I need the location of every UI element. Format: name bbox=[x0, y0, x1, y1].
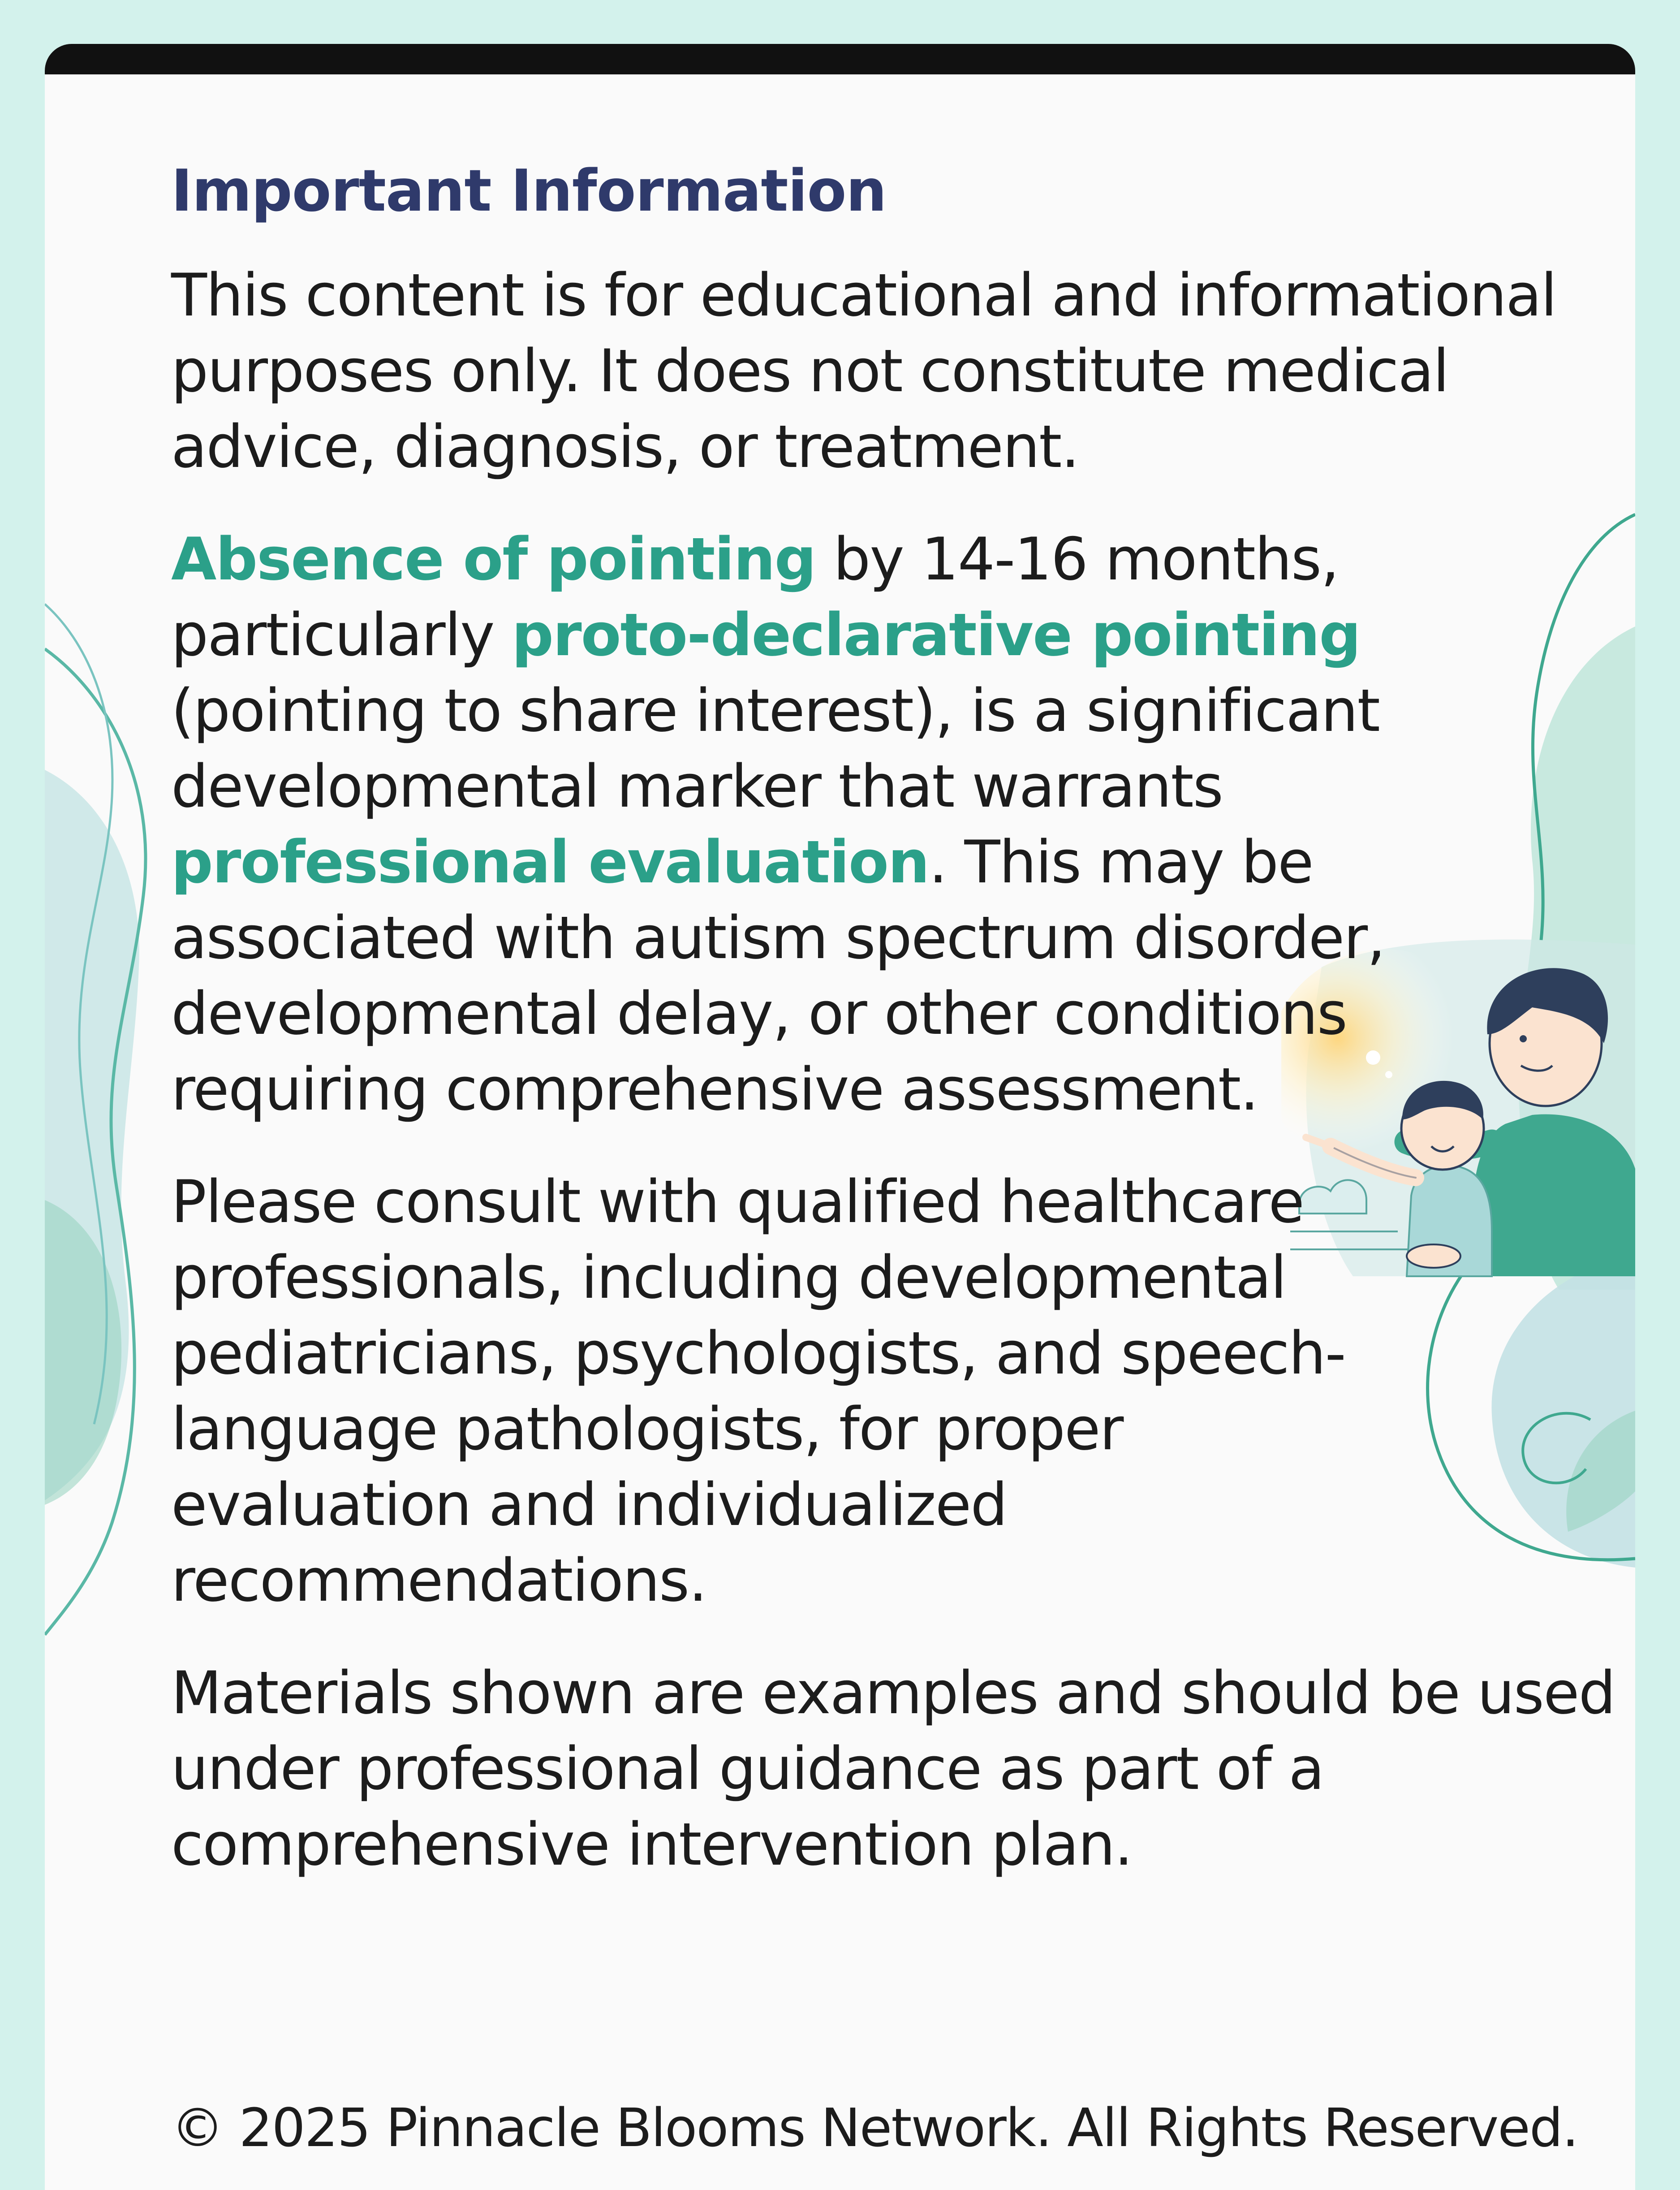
paragraph-text: . This may be associated with autism spectrum disorder, developmental delay, or other conditions requiring comprehensive assessment. bbox=[171, 827, 1385, 1123]
consult-paragraph: Please consult with qualified healthcare professionals, including developmental pediatricians, psychologists, and speech-language pathologists, for proper evaluation and individualized recommendations. bbox=[171, 1167, 1345, 1615]
copyright-footer: © 2025 Pinnacle Blooms Network. All Rights Reserved. bbox=[171, 2097, 1578, 2159]
highlight-professional-evaluation: professional evaluation bbox=[171, 827, 929, 896]
paragraph-text: (pointing to share interest), is a significant developmental marker that warrants bbox=[171, 676, 1379, 821]
pointing-info-paragraph bbox=[171, 521, 1390, 1127]
card-top-bar bbox=[45, 44, 1635, 74]
info-card bbox=[45, 44, 1635, 2190]
highlight-absence-of-pointing: Absence of pointing bbox=[171, 524, 816, 593]
paragraph-text: by 14-16 months, particularly bbox=[171, 524, 1339, 669]
content bbox=[171, 157, 1618, 1919]
page-title: Important Information bbox=[171, 158, 887, 225]
highlight-proto-declarative: proto-declarative pointing bbox=[512, 600, 1361, 669]
materials-paragraph: Materials shown are examples and should be used under professional guidance as part of a comprehensive intervention plan. bbox=[171, 1658, 1615, 1879]
disclaimer-paragraph: This content is for educational and informational purposes only. It does not constitute medical advice, diagnosis, or treatment. bbox=[171, 260, 1556, 481]
